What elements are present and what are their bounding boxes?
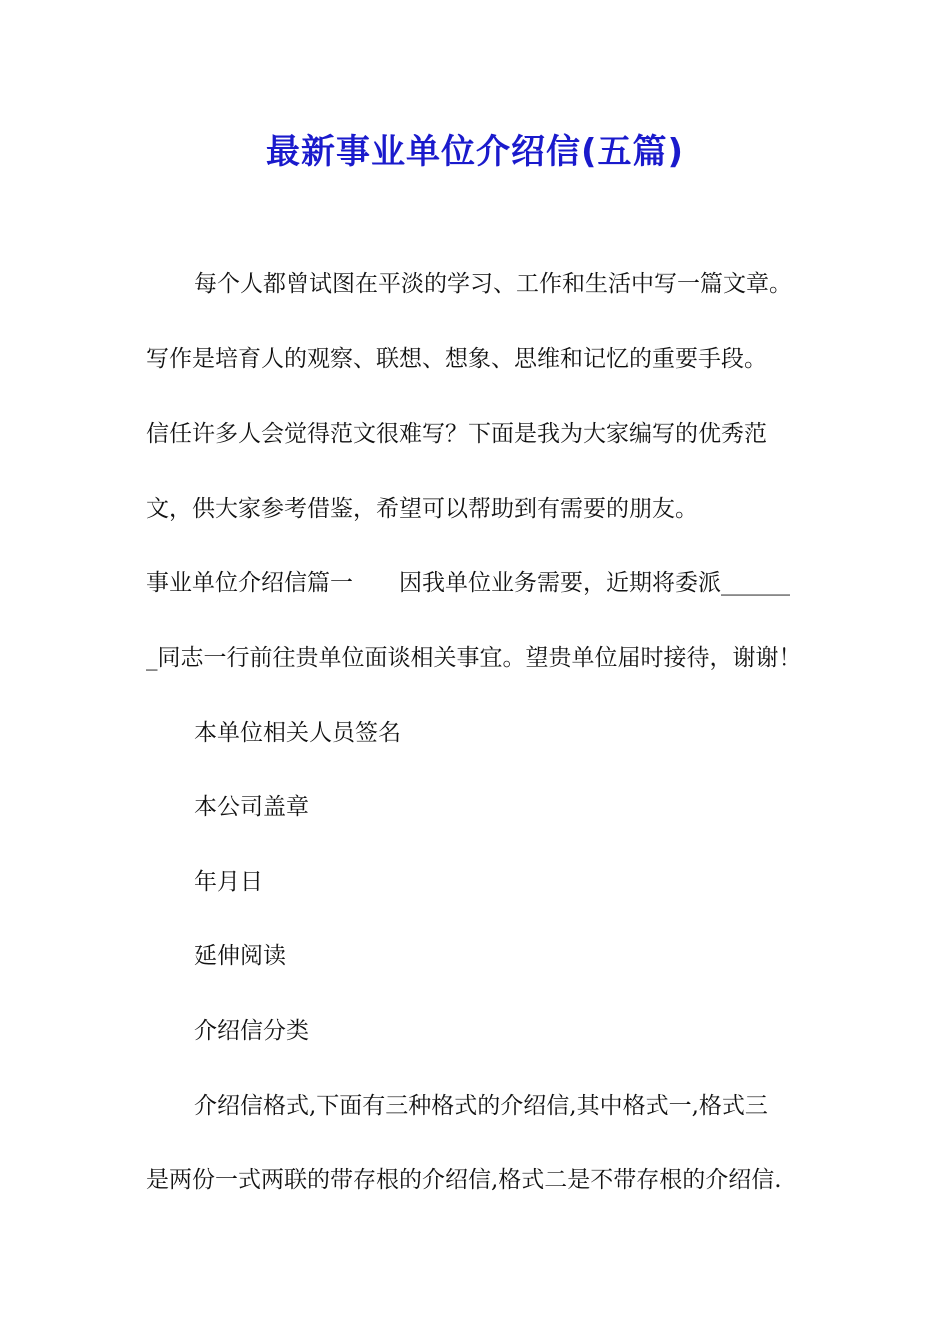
paragraph-line: _同志一行前往贵单位面谈相关事宜。望贵单位届时接待，谢谢！ (146, 645, 802, 671)
signature-line: 本单位相关人员签名 (194, 720, 401, 746)
seal-line: 本公司盖章 (194, 794, 309, 820)
document-title: 最新事业单位介绍信(五篇) (265, 132, 685, 172)
section-heading: 延伸阅读 (194, 943, 286, 969)
paragraph-line: 是两份一式两联的带存根的介绍信,格式二是不带存根的介绍信. (146, 1167, 782, 1193)
paragraph-line: 介绍信格式,下面有三种格式的介绍信,其中格式一,格式三 (194, 1093, 768, 1119)
paragraph-line: 信任许多人会觉得范文很难写？下面是我为大家编写的优秀范 (146, 421, 767, 447)
paragraph-line: 文，供大家参考借鉴，希望可以帮助到有需要的朋友。 (146, 496, 698, 522)
date-line: 年月日 (194, 869, 263, 895)
section-heading: 介绍信分类 (194, 1018, 309, 1044)
paragraph-line: 事业单位介绍信篇一 因我单位业务需要，近期将委派______ (146, 570, 790, 596)
paragraph-line: 写作是培育人的观察、联想、想象、思维和记忆的重要手段。 (146, 346, 767, 372)
paragraph-line: 每个人都曾试图在平淡的学习、工作和生活中写一篇文章。 (194, 271, 792, 297)
